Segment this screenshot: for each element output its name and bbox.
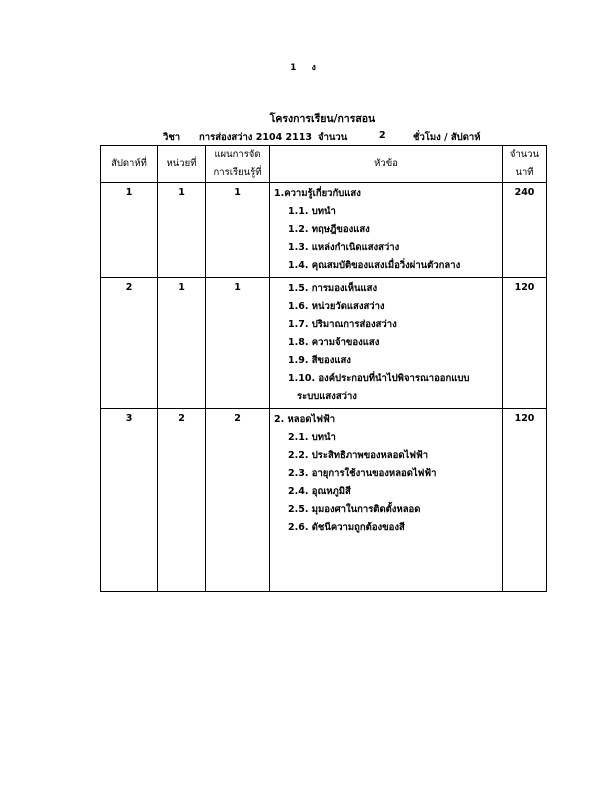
topic-line: 1.10. องค์ประกอบที่นำไปพิจารณาออกแบบ — [288, 373, 470, 384]
amount-label: จำนวน — [318, 132, 348, 143]
topic-cell — [270, 278, 503, 409]
minutes-cell: 120 — [503, 278, 547, 409]
topic-line: 1.3. แหล่งกำเนิดแสงสว่าง — [288, 242, 400, 253]
minutes-cell: 120 — [503, 409, 547, 592]
topic-line: 2.1. บทนำ — [288, 432, 336, 443]
table-row — [101, 278, 547, 409]
topic-line: 1.8. ความจ้าของแสง — [288, 337, 380, 348]
header-plan: แผนการจัด การเรียนรู้ที่ — [206, 146, 270, 183]
subject-name: การส่องสว่าง 2104 2113 — [199, 132, 312, 143]
hours-unit: ชั่วโมง / สัปดาห์ — [413, 132, 481, 143]
week-cell: 3 — [101, 409, 158, 592]
subject-line — [0, 130, 612, 144]
week-cell: 1 — [101, 183, 158, 278]
topic-line: 1.4. คุณสมบัติของแสงเมื่อวิ่งผ่านตัวกลาง — [288, 260, 461, 271]
page-number: 1 ง — [290, 63, 322, 73]
topic-line: 1.6. หน่วยวัดแสงสว่าง — [288, 301, 385, 312]
header-topic: หัวข้อ — [270, 146, 503, 183]
table-row — [101, 409, 547, 592]
topic-line: 1.ความรู้เกี่ยวกับแสง — [274, 188, 361, 199]
topic-cell — [270, 409, 503, 592]
topic-line: 2.5. มุมองศาในการติดตั้งหลอด — [288, 504, 421, 515]
topic-line: ระบบแสงสว่าง — [297, 391, 357, 402]
topic-line: 1.5. การมองเห็นแสง — [288, 283, 378, 294]
topic-line: 2.4. อุณหภูมิสี — [288, 486, 351, 497]
topic-line: 1.2. ทฤษฎีของแสง — [288, 224, 370, 235]
unit-cell: 1 — [158, 278, 206, 409]
minutes-cell: 240 — [503, 183, 547, 278]
topic-cell — [270, 183, 503, 278]
unit-cell: 1 — [158, 183, 206, 278]
course-schedule-table — [100, 145, 547, 592]
topic-line: 2.3. อายุการใช้งานของหลอดไฟฟ้า — [288, 468, 437, 479]
plan-cell: 2 — [206, 409, 270, 592]
topic-line: 1.7. ปริมาณการส่องสว่าง — [288, 319, 397, 330]
topic-line: 2.6. ดัชนีความถูกต้องของสี — [288, 522, 405, 533]
unit-cell: 2 — [158, 409, 206, 592]
plan-cell: 1 — [206, 278, 270, 409]
subject-label: วิชา — [163, 132, 181, 143]
topic-line: 2.2. ประสิทธิภาพของหลอดไฟฟ้า — [288, 450, 429, 461]
table-row — [101, 183, 547, 278]
plan-cell: 1 — [206, 183, 270, 278]
header-week: สัปดาห์ที่ — [101, 146, 158, 183]
week-cell: 2 — [101, 278, 158, 409]
page-title: โครงการเรียน/การสอน — [269, 113, 376, 125]
topic-line: 1.9. สีของแสง — [288, 355, 351, 366]
header-minutes: จำนวน นาที — [503, 146, 547, 183]
table-header-row — [101, 146, 547, 183]
hours-value: 2 — [379, 130, 386, 141]
topic-line: 1.1. บทนำ — [288, 206, 336, 217]
topic-line: 2. หลอดไฟฟ้า — [274, 414, 336, 425]
header-unit: หน่วยที่ — [158, 146, 206, 183]
